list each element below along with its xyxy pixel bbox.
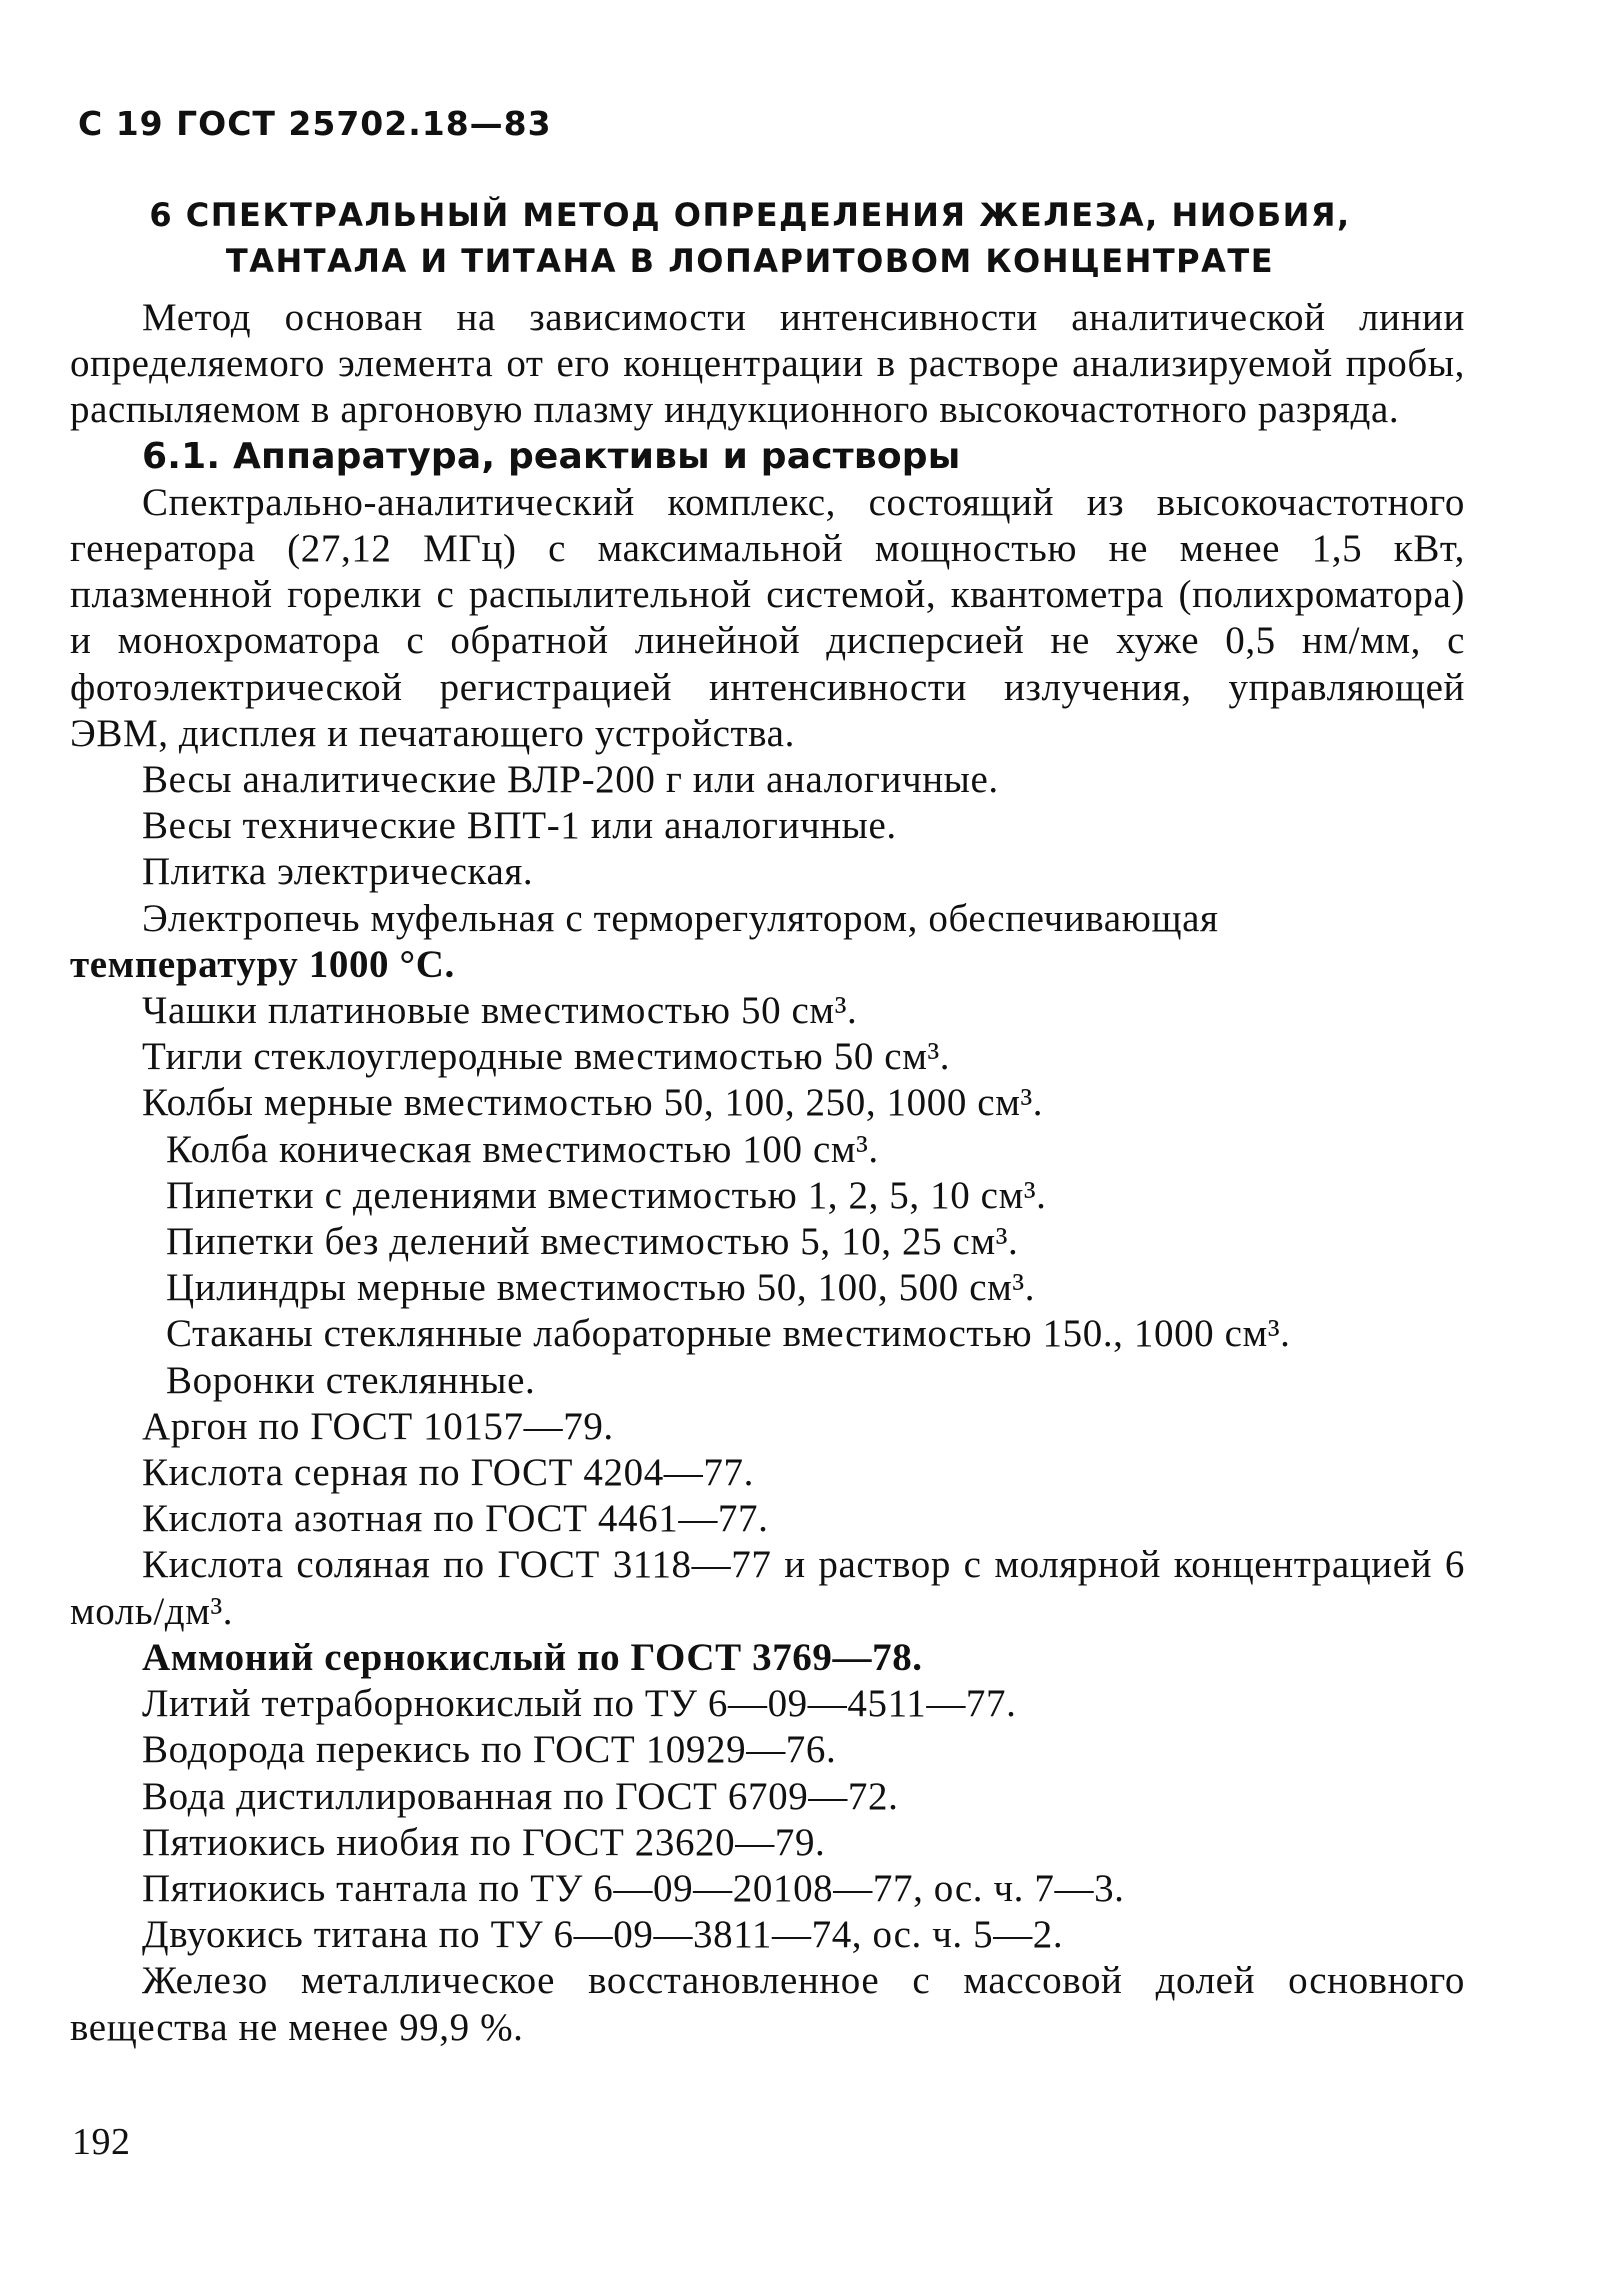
list-item: Пипетки без делений вместимостью 5, 10, 25 см³. bbox=[166, 1220, 1019, 1264]
list-item-beakers: Стаканы стеклянные лабораторные вместимостью 150., 1000 см³. bbox=[166, 1312, 1291, 1356]
list-item: Пятиокись тантала по ТУ 6—09—20108—77, ос. ч. 7—3. bbox=[142, 1866, 1125, 1910]
list-item: Чашки платиновые вместимостью 50 см³. bbox=[142, 989, 858, 1033]
page-number: 192 bbox=[72, 2121, 131, 2163]
section-title-line-1: 6 СПЕКТРАЛЬНЫЙ МЕТОД ОПРЕДЕЛЕНИЯ ЖЕЛЕЗА, НИОБИЯ, bbox=[149, 196, 1351, 234]
list-item-furnace-continued: температуру 1000 °С. bbox=[70, 942, 455, 986]
furnace-text: Электропечь муфельная с терморегулятором, обеспечивающая bbox=[142, 896, 1219, 940]
section-title-line-2: ТАНТАЛА И ТИТАНА В ЛОПАРИТОВОМ КОНЦЕНТРАТЕ bbox=[225, 242, 1275, 280]
list-item-bold: Аммоний сернокислый по ГОСТ 3769—78. bbox=[142, 1635, 923, 1679]
list-item: Тигли стеклоуглеродные вместимостью 50 см³. bbox=[142, 1035, 951, 1079]
list-item: Водорода перекись по ГОСТ 10929—76. bbox=[142, 1728, 837, 1772]
list-item: Цилиндры мерные вместимостью 50, 100, 500 см³. bbox=[166, 1266, 1036, 1310]
list-item: Весы технические ВПТ-1 или аналогичные. bbox=[142, 804, 897, 848]
section-title bbox=[100, 192, 1400, 284]
list-item-furnace bbox=[70, 896, 1465, 942]
list-item: Пипетки с делениями вместимостью 1, 2, 5, 10 см³. bbox=[166, 1173, 1047, 1217]
list-item: Железо металлическое восстановленное с массовой долей основного вещества не менее 99,9 %. bbox=[70, 1959, 1465, 2049]
document-body bbox=[70, 295, 1465, 2051]
subsection-heading: 6.1. Аппаратура, реактивы и растворы bbox=[142, 435, 961, 477]
list-item: Весы аналитические ВЛР-200 г или аналогичные. bbox=[142, 758, 999, 802]
list-item: Двуокись титана по ТУ 6—09—3811—74, ос. ч. 5—2. bbox=[142, 1913, 1064, 1957]
list-item: Кислота серная по ГОСТ 4204—77. bbox=[142, 1451, 754, 1495]
list-item: Литий тетраборнокислый по ТУ 6—09—4511—77. bbox=[142, 1682, 1017, 1726]
method-paragraph: Метод основан на зависимости интенсивности аналитической линии определяемого элемента от его концентрации в растворе анализируемой пробы, распыляемом в аргоновую плазму индукционного высокочастотного разряда. bbox=[70, 296, 1465, 432]
list-item: Колба коническая вместимостью 100 см³. bbox=[166, 1127, 879, 1171]
running-header: С 19 ГОСТ 25702.18—83 bbox=[78, 104, 552, 143]
list-item: Колбы мерные вместимостью 50, 100, 250, 1000 см³. bbox=[142, 1081, 1044, 1125]
list-item: Кислота соляная по ГОСТ 3118—77 и раствор с молярной концентрацией 6 моль/дм³. bbox=[70, 1543, 1465, 1633]
list-item: Плитка электрическая. bbox=[142, 850, 534, 894]
list-item: Кислота азотная по ГОСТ 4461—77. bbox=[142, 1497, 769, 1541]
equipment-complex-paragraph: Спектрально-аналитический комплекс, состоящий из высокочастотного генератора (27,12 МГц) с максимальной мощностью не менее 1,5 кВт, плазменной горелки с распылительной системой, квантометра (полихроматора) и монохроматора с обратной линейной дисперсией не хуже 0,5 нм/мм, с фотоэлектрической регистрацией интенсивности излучения, управляющей ЭВМ, дисплея и печатающего устройства. bbox=[70, 480, 1465, 755]
list-item: Пятиокись ниобия по ГОСТ 23620—79. bbox=[142, 1820, 826, 1864]
list-item: Воронки стеклянные. bbox=[166, 1358, 536, 1402]
list-item: Вода дистиллированная по ГОСТ 6709—72. bbox=[142, 1774, 899, 1818]
list-item: Аргон по ГОСТ 10157—79. bbox=[142, 1404, 614, 1448]
